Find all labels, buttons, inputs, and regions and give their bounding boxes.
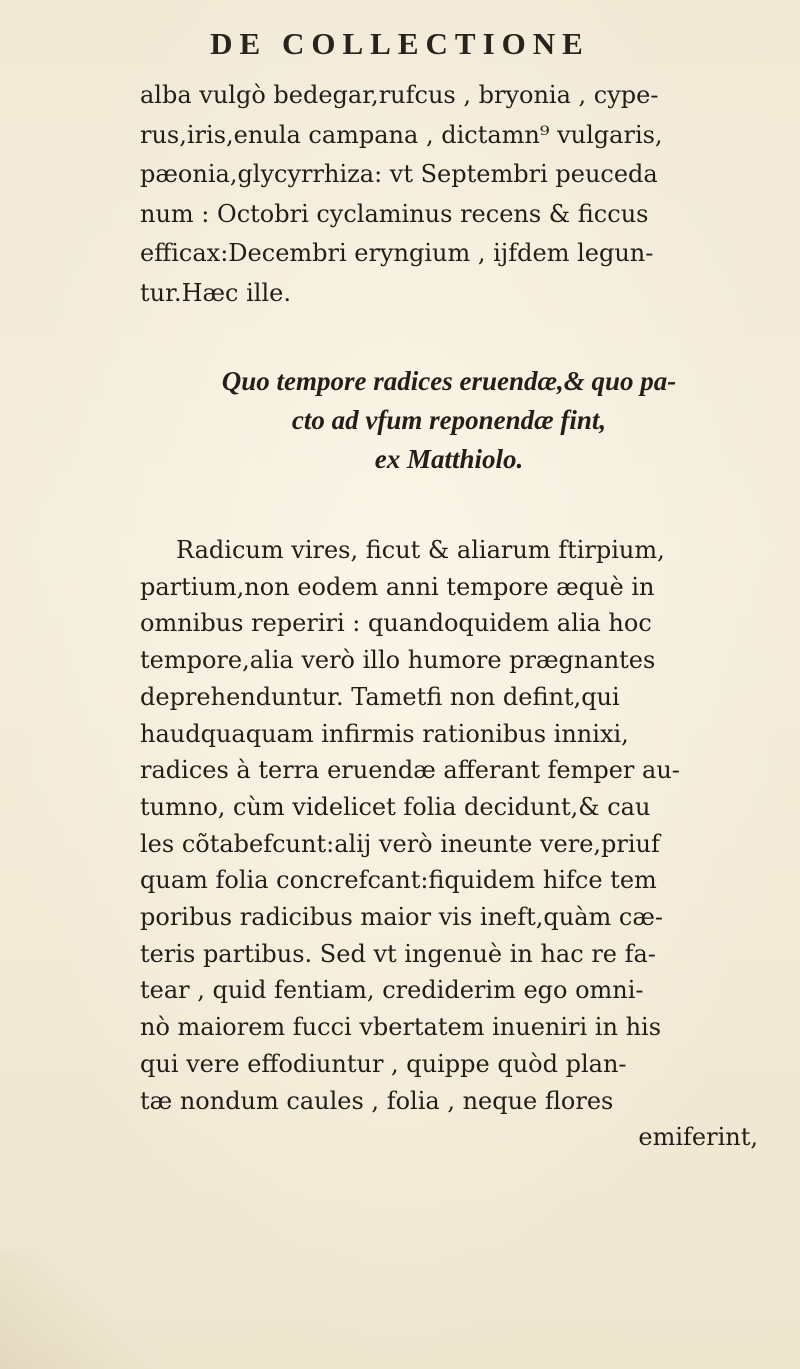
heading-line: ex Matthiolo. (374, 444, 524, 474)
heading-line: cto ad vfum reponendæ fint, (291, 405, 607, 435)
catchword: emiferint, (638, 1123, 758, 1152)
text-line: num : Octobri cyclaminus recens & ficcus (140, 199, 649, 228)
heading-line: Quo tempore radices eruendæ,& quo pa- (221, 366, 677, 396)
text-line: teris partibus. Sed vt ingenuè in hac re fa- (140, 939, 656, 968)
text-line: poribus radicibus maior vis ineft,quàm cæ- (140, 903, 664, 932)
text-line: pæonia,glycyrrhiza: vt Septembri peuceda (140, 160, 658, 188)
text-line: radices à terra eruendæ afferant femper au- (140, 756, 680, 785)
text-line: tempore,alia verò illo humore prægnantes (140, 646, 656, 675)
text-line: partium,non eodem anni tempore æquè in (140, 572, 655, 601)
text-line: alba vulgò bedegar,rufcus , bryonia , cype- (140, 81, 659, 109)
text-line: deprehenduntur. Tametfi non defint,qui (140, 682, 620, 711)
text-line: qui vere effodiuntur , quippe quòd plan- (140, 1049, 627, 1078)
text-line: omnibus reperiri : quandoquidem alia hoc (140, 609, 652, 638)
text-block-lower (140, 532, 758, 1156)
section-heading (140, 362, 758, 479)
text-line: rus,iris,enula campana , dictamn⁹ vulgaris, (140, 120, 663, 149)
text-line: tear , quid fentiam, crediderim ego omni- (140, 976, 644, 1005)
text-block-upper (140, 76, 758, 313)
text-line: tur.Hæc ille. (140, 278, 291, 307)
text-line: haudquaquam infirmis rationibus innixi, (140, 719, 629, 748)
page-corner-shadow (0, 1249, 160, 1369)
text-line: nò maiorem fucci vbertatem inueniri in his (140, 1013, 662, 1042)
text-line: tumno, cùm videlicet folia decidunt,& cau (140, 792, 651, 821)
running-head: DE COLLECTIONE (210, 26, 590, 61)
text-line: tæ nondum caules , folia , neque flores (140, 1086, 614, 1115)
text-line: quam folia concrefcant:fiquidem hifce tem (140, 866, 657, 895)
text-line: les cõtabefcunt:alij verò ineunte vere,priuf (140, 829, 660, 858)
text-line: Radicum vires, ficut & aliarum ftirpium, (176, 536, 665, 564)
text-line: efficax:Decembri eryngium , ijfdem legun- (140, 239, 654, 267)
